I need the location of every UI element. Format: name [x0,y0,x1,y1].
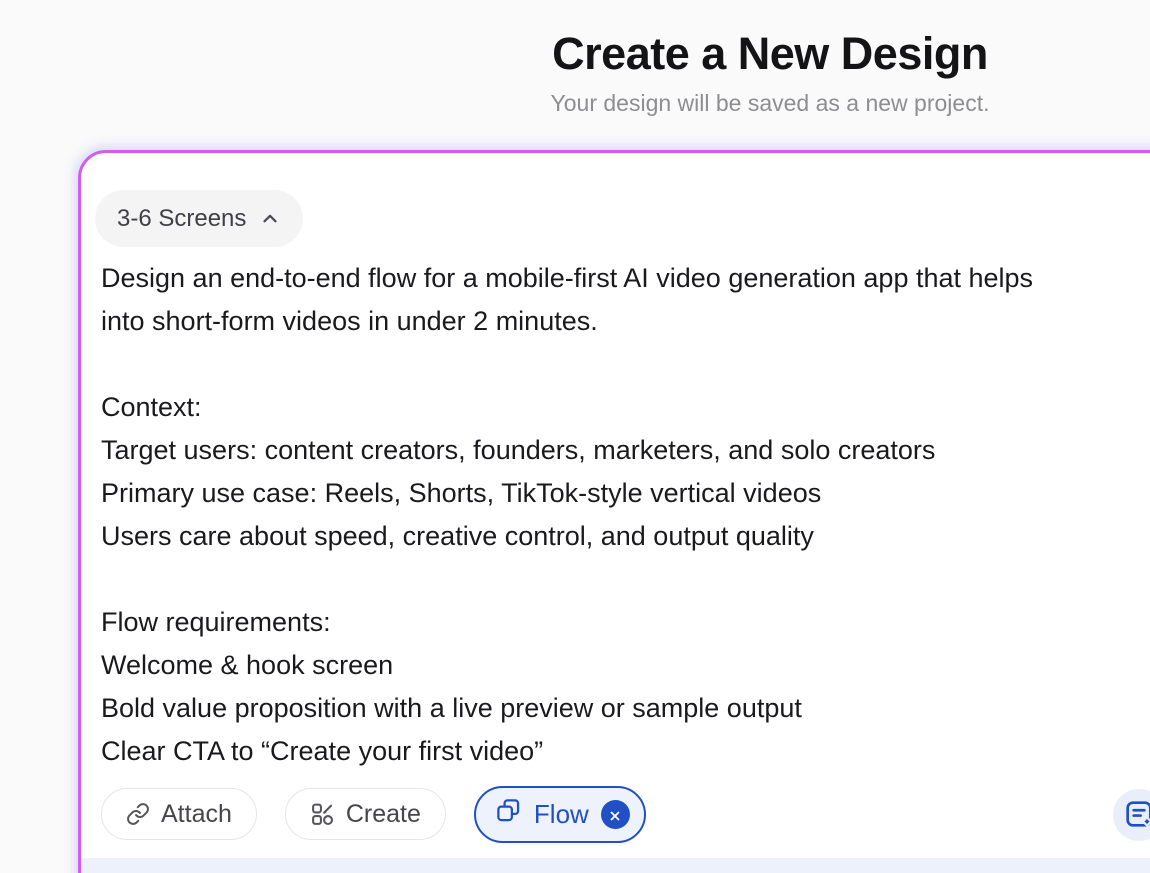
screens-count-selector[interactable] [95,190,303,247]
prompt-line: into short-form videos in under 2 minutes. [101,306,598,336]
prompt-line: Bold value proposition with a live preview or sample output [101,693,802,723]
new-design-composer-card [78,150,1150,873]
prompt-line: Clear CTA to “Create your first video” [101,736,544,766]
chevron-up-icon [259,208,281,230]
flow-remove-button[interactable] [601,800,630,829]
page-header [0,26,1150,117]
enhance-prompt-button[interactable] [1113,789,1150,841]
page-title: Create a New Design [552,28,988,79]
page-subtitle: Your design will be saved as a new project. [550,90,990,117]
close-icon [608,799,622,830]
composer-toolbar [101,785,646,843]
prompt-line: Welcome & hook screen [101,650,394,680]
prompt-text-editor[interactable] [101,257,1150,773]
prompt-line: Target users: content creators, founders, marketers, and solo creators [101,435,936,465]
prompt-line [101,558,1150,601]
create-label: Create [345,799,421,828]
flow-label: Flow [533,798,589,829]
prompt-line: Primary use case: Reels, Shorts, TikTok-style vertical videos [101,478,822,508]
link-icon [126,802,150,826]
attach-label: Attach [161,799,232,828]
prompt-line [101,343,1150,386]
card-footer-strip [81,858,1150,873]
prompt-line: Flow requirements: [101,607,331,637]
create-button[interactable] [285,788,446,840]
screens-count-label: 3-6 Screens [117,204,247,232]
stacked-frames-icon [495,797,522,831]
prompt-line: Design an end-to-end flow for a mobile-first AI video generation app that helps [101,263,1034,293]
attach-button[interactable] [101,788,257,840]
prompt-line: Users care about speed, creative control, and output quality [101,521,814,551]
document-diamond-icon [1123,798,1150,833]
flow-tag-chip[interactable] [474,786,646,843]
prompt-line: Context: [101,392,202,422]
shapes-pen-icon [310,802,335,827]
